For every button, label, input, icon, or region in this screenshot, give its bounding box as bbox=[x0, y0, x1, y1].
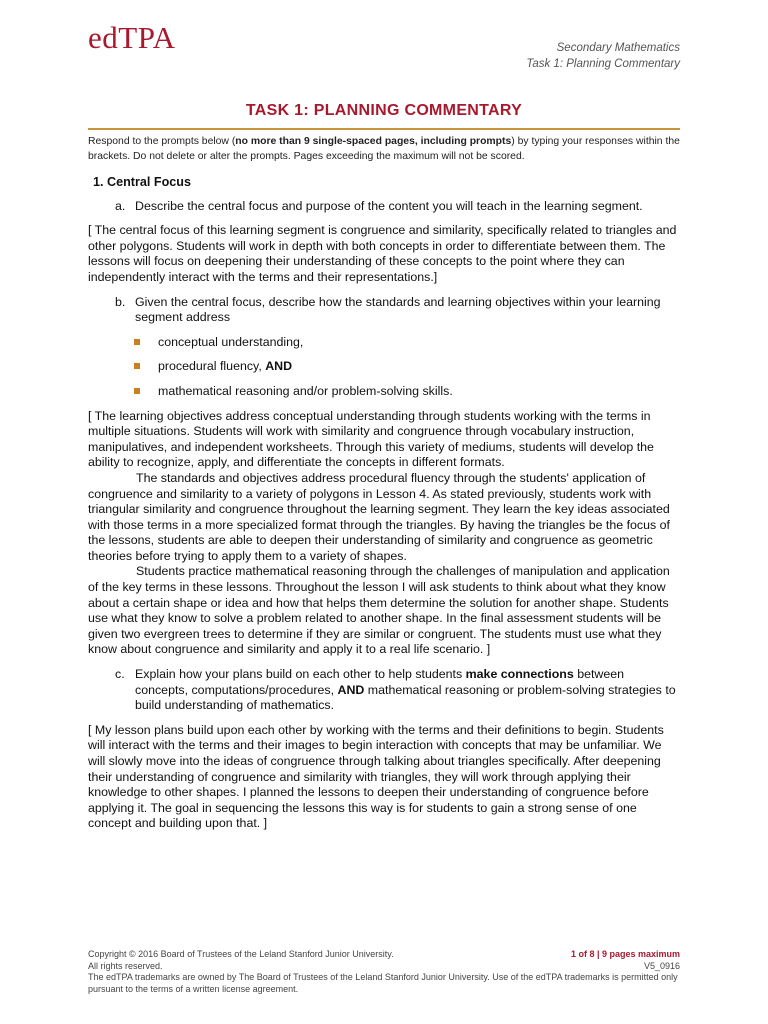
prompt-c-bold-1: make connections bbox=[465, 667, 574, 682]
footer-page-count: 1 of 8 | 9 pages maximum bbox=[570, 949, 680, 959]
page-footer bbox=[88, 949, 680, 995]
prompt-b-bullets bbox=[88, 335, 680, 400]
prompt-c-bold-2: AND bbox=[337, 682, 365, 697]
footer-version: V5_0916 bbox=[643, 960, 680, 971]
square-bullet-icon bbox=[134, 388, 140, 394]
commentary-content bbox=[88, 175, 680, 841]
bullet-text: procedural fluency, bbox=[158, 359, 266, 374]
prompt-c-mid: between concepts, computations/procedures, bbox=[135, 667, 625, 697]
bullet-item bbox=[88, 335, 680, 351]
instructions-post: ) by typing your responses within the brackets. Do not delete or alter the prompts. Pages exceeding the maximum will not be scored. bbox=[88, 136, 680, 162]
square-bullet-icon bbox=[134, 363, 140, 369]
prompt-b-text: Given the central focus, describe how the standards and learning objectives within your learning segment address bbox=[135, 294, 661, 325]
prompt-a-letter: a. bbox=[115, 198, 126, 213]
running-header bbox=[526, 40, 680, 72]
header-task: Task 1: Planning Commentary bbox=[526, 58, 680, 70]
bullet-text: mathematical reasoning and/or problem-solving skills. bbox=[158, 383, 453, 398]
response-c-text: [ My lesson plans build upon each other by working with the terms and their definitions to begin. Students will interact with the terms and their images to begin interaction with concepts that may be unfamiliar. We will slowly move into the ideas of congruence through talking about triangles specifically. After deepening their understanding of congruence and similarity with triangles, they will work through applying their knowledge to other shapes. I planned the lessons to deepen their understanding of congruence before applying it. The goal in sequencing the lessons this way is for students to gain a strong sense of one concept and building upon that. ] bbox=[88, 722, 664, 831]
prompt-a bbox=[88, 199, 680, 215]
bullet-text: conceptual understanding, bbox=[158, 334, 304, 349]
response-a[interactable] bbox=[88, 223, 680, 285]
prompt-b-letter: b. bbox=[115, 294, 126, 309]
bullet-item bbox=[88, 359, 680, 375]
prompt-a-text: Describe the central focus and purpose of the content you will teach in the learning segment. bbox=[135, 198, 643, 213]
footer-rights: All rights reserved. bbox=[88, 960, 163, 971]
header-subject: Secondary Mathematics bbox=[556, 42, 680, 54]
instructions-bold: no more than 9 single-spaced pages, including prompts bbox=[235, 136, 512, 147]
prompt-c-letter: c. bbox=[115, 667, 125, 682]
instructions-pre: Respond to the prompts below ( bbox=[88, 136, 236, 147]
bullet-bold: AND bbox=[265, 359, 293, 374]
response-b-paragraph-1: [ The learning objectives address conceptual understanding through students working with the terms in multiple situations. Students will work with similarity and congruence through vocabulary instruction, manipulatives, and independent worksheets. Through this variety of mediums, students will develop the ability to recognize, apply, and differentiate the concepts in different formats. bbox=[88, 408, 654, 470]
bullet-item bbox=[88, 384, 680, 400]
edtpa-logo: edTPA bbox=[88, 20, 176, 55]
response-c[interactable] bbox=[88, 723, 680, 832]
prompt-c bbox=[88, 667, 680, 714]
prompt-b bbox=[88, 295, 680, 326]
instructions-box bbox=[88, 128, 680, 164]
section-title: 1. Central Focus bbox=[93, 175, 191, 189]
response-b[interactable] bbox=[88, 409, 680, 659]
response-b-paragraph-3: Students practice mathematical reasoning through the challenges of manipulation and application of the key terms in these lessons. Throughout the lesson I will ask students to think about what they know about a certain shape or idea and how that helps them determine the solution for another shape. Students use what they know to solve a problem related to another shape. In the final assessment students will be given two evergreen trees to determine if they are similar or congruent. The students must use what they know about congruence and similarity and apply it to a real life scenario. ] bbox=[88, 564, 670, 657]
page-title: TASK 1: PLANNING COMMENTARY bbox=[245, 102, 523, 119]
footer-trademark: The edTPA trademarks are owned by The Board of Trustees of the Leland Stanford Junior University. Use of the edTPA trademarks is permitted only pursuant to the terms of a written license agreement. bbox=[88, 972, 678, 994]
square-bullet-icon bbox=[134, 339, 140, 345]
response-a-text: [ The central focus of this learning segment is congruence and similarity, specifically related to triangles and other polygons. Students will work in depth with both concepts in order to differentiate between them. The lessons will focus on deepening their understanding of these concepts to the point where they can independently interact with the terms and their representations.] bbox=[88, 223, 677, 284]
prompt-c-post: mathematical reasoning or problem-solving strategies to build understanding of mathematics. bbox=[135, 682, 676, 713]
footer-copyright: Copyright © 2016 Board of Trustees of the Leland Stanford Junior University. bbox=[88, 949, 394, 959]
prompt-c-pre: Explain how your plans build on each other to help students bbox=[135, 667, 466, 682]
response-b-paragraph-2: The standards and objectives address procedural fluency through the students' application of congruence and similarity to a variety of polygons in Lesson 4. As stated previously, students work with triangular similarity and congruence throughout the learning segment. They learn the key ideas associated with those terms in a more specialized format through the triangles. By having the triangles be the focus of the lessons, students are able to deepen their understanding of similarity and congruence as geometric theories before trying to apply them to a variety of shapes. bbox=[88, 470, 670, 563]
